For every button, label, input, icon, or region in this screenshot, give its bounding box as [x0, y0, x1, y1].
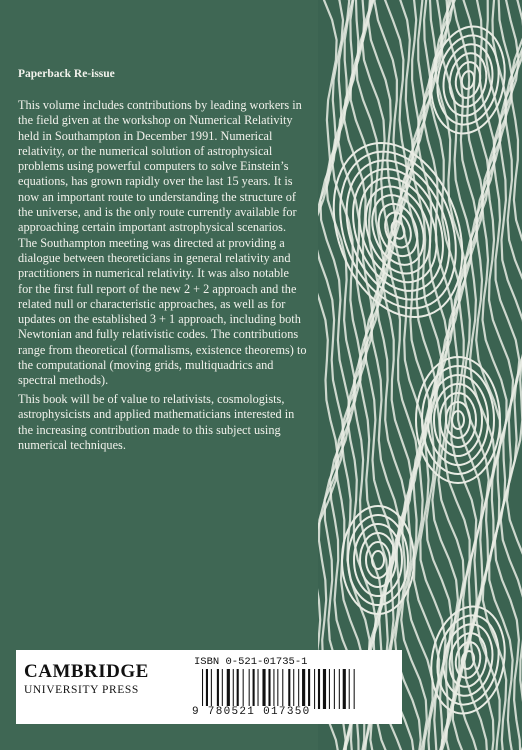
text-line: the field given at the workshop on Numerical Relativity	[18, 113, 293, 128]
text-line: astrophysicists and applied mathematicians interested in	[18, 407, 295, 422]
description-paragraph-1	[18, 98, 314, 389]
barcode-icon	[200, 669, 390, 709]
text-line: The Southampton meeting was directed at providing a	[18, 235, 285, 250]
text-line: Newtonian and fully relativistic codes. The contributions	[18, 327, 299, 342]
text-line: updates on the established 3 + 1 approach, including both	[18, 312, 301, 327]
text-line: problems using powerful computers to solve Einstein’s	[18, 159, 289, 174]
barcode-digits: 9 780521 017350	[192, 706, 311, 718]
text-line: related null or characteristic approaches, as well as for	[18, 296, 286, 311]
publisher-subname: UNIVERSITY PRESS	[24, 684, 139, 696]
description-paragraph-2	[18, 392, 314, 453]
text-line: the increasing contribution made to this subject using	[18, 422, 281, 437]
text-line: approaching certain important astrophysical scenarios.	[18, 220, 287, 235]
text-line: This book will be of value to relativists, cosmologists,	[18, 392, 285, 406]
decorative-art-panel	[318, 0, 522, 750]
text-line: This volume includes contributions by leading workers in	[18, 98, 302, 112]
text-line: equations, has grown rapidly over the last 15 years. It is	[18, 174, 293, 189]
text-line: numerical techniques.	[18, 437, 126, 452]
publisher-logo	[24, 662, 160, 697]
text-line: range from theoretical (formalisms, existence theorems) to	[18, 342, 307, 357]
publisher-barcode-box	[16, 650, 402, 724]
text-line: now an important route to understanding the structure of	[18, 189, 296, 204]
text-line: the computational (moving grids, multiquadrics and	[18, 358, 274, 373]
isbn-label: ISBN 0-521-01735-1	[194, 656, 308, 668]
fingerprint-swirl-icon	[318, 0, 522, 750]
text-line: the universe, and is the only route currently available for	[18, 205, 297, 220]
text-line: relativity, or the numerical solution of astrophysical	[18, 143, 273, 158]
text-line: spectral methods).	[18, 373, 109, 388]
text-line: held in Southampton in December 1991. Numerical	[18, 128, 273, 143]
reissue-heading: Paperback Re-issue	[18, 68, 115, 80]
publisher-name: CAMBRIDGE	[24, 661, 149, 682]
text-line: dialogue between theoreticians in general relativity and	[18, 250, 291, 265]
isbn-block	[190, 654, 394, 720]
text-line: for the first full report of the new 2 + 2 approach and the	[18, 281, 297, 296]
text-line: practitioners in numerical relativity. It was also notable	[18, 266, 290, 281]
